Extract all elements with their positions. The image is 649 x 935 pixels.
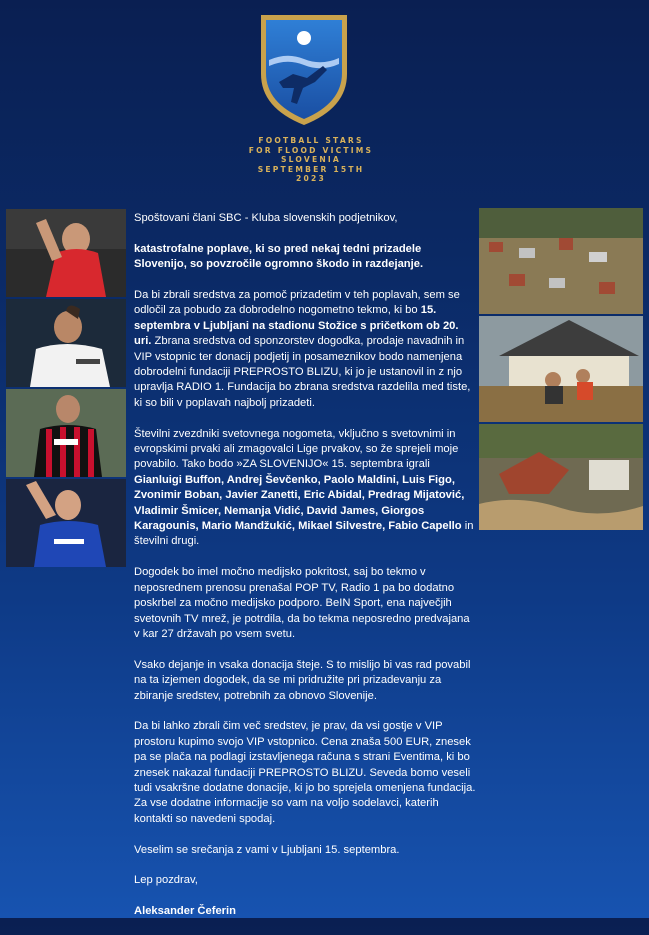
letter-paragraph-invite: Vsako dejanje in vsaka donacija šteje. S to mislijo bi vas rad povabil na ta izjemen dogodek, da se mi pridružite pri prizadevanju za zbiranje sredstev, potrebnih za obnovo Slovenije. — [134, 658, 471, 702]
letter-intro — [134, 242, 476, 273]
letter-paragraph-text: Številni zvezdniki svetovnega nogometa, vključno s svetovnimi in evropskimi prvaki ali zmagovalci Lige prvakov, so že sprejeli moje povabilo. Tako bodo »ZA SLOVENIJO« 15. septembra igrali — [134, 427, 459, 471]
letter-paragraph-players — [134, 427, 476, 550]
letter-body — [134, 211, 476, 935]
event-title-line: SEPTEMBER 15TH — [257, 164, 365, 174]
letter-paragraph-text: in številni drugi. — [134, 520, 474, 548]
football-crest-icon — [257, 12, 351, 128]
goalkeeper-photo — [6, 209, 126, 297]
event-title-line: FOR FLOOD VICTIMS — [248, 145, 374, 155]
letter-paragraph-text: Da bi zbrali sredstva za pomoč prizadetim v teh poplavah, sem se odločil za pobudo za dobrodelno nogometno tekmo, ki bo — [134, 289, 460, 317]
letter-paragraph-closing: Veselim se srečanja z vami v Ljubljani 15. septembra. — [134, 843, 400, 856]
letter-paragraph-text: Zbrana sredstva od sponzorstev dogodka, prodaje navadnih in VIP vstopnic ter donacij podjetij in posameznikov bodo namenjena dobrodelni fundaciji PREPROSTO BLIZU, ki jo je ustanovil in z njo upravlja RADIO 1. Fundacija bo zbrana sredstva razdelila med tiste, ki so bili v poplavah najbolj prizadeti. — [134, 335, 471, 409]
flood-rescue-photo — [479, 316, 643, 422]
letter-paragraph-vip: Da bi lahko zbrali čim več sredstev, je prav, da vsi gostje v VIP prostoru kupimo svojo VIP vstopnico. Cena znaša 500 EUR, znesek pa se plača na podlagi izstavljenega računa s strani Eventima, ki bo znesek nakazal fundaciji PREPROSTO BLIZU. Seveda bomo veseli tudi vsakršne dodatne donacije, ki jo bo sprejela omenjena fundacija. Za vse dodatne informacije so vam na voljo sodelavci, katerih kontakti so navedeni spodaj. — [134, 720, 476, 825]
white-kit-player-photo — [6, 299, 126, 387]
event-title-line: 2023 — [296, 174, 326, 184]
letter-paragraph-media: Dogodek bo imel močno medijsko pokritost, saj bo tekmo v neposrednem prenosu prenašal POP TV, Radio 1 pa bo dodatno poskrbel za močno medijsko podporo. BeIN Sport, ena največjih svetovnih TV mrež, je potrdila, da bo tekma neposredno predvajana v kar 27 državah po vsem svetu. — [134, 566, 470, 640]
letter-event-date-bold: 15. septembra v Ljubljani na stadionu Stožice s pričetkom ob 20. uri. — [134, 304, 459, 348]
letter-signature: Aleksander Čeferin — [134, 905, 236, 918]
letter-intro-bold: katastrofalne poplave, ki so pred nekaj tedni prizadele Slovenijo, so povzročile ogromno škodo in razdejanje. — [134, 242, 424, 271]
flooded-town-aerial-photo — [479, 208, 643, 314]
letter-paragraph-event — [134, 288, 476, 411]
event-title-line: FOOTBALL STARS — [258, 136, 364, 145]
blue-kit-player-photo — [6, 479, 126, 567]
letter-player-names-bold: Gianluigi Buffon, Andrej Ševčenko, Paolo Maldini, Luis Figo, Zvonimir Boban, Javier Zanetti, Eric Abidal, Predrag Mijatović, Vladimir Šmicer, Nemanja Vidić, David James, Giorgos Karagounis, Mario Mandžukić, Mikael Silvestre, Fabio Capello — [134, 473, 465, 533]
letter-closing: Lep pozdrav, — [134, 874, 198, 887]
event-title-line: SLOVENIA — [280, 155, 341, 165]
event-crest — [257, 12, 351, 128]
striped-kit-player-photo — [6, 389, 126, 477]
event-title — [180, 136, 442, 184]
flood-damage-photo — [479, 424, 643, 530]
letter-greeting: Spoštovani člani SBC - Kluba slovenskih podjetnikov, — [134, 212, 398, 224]
